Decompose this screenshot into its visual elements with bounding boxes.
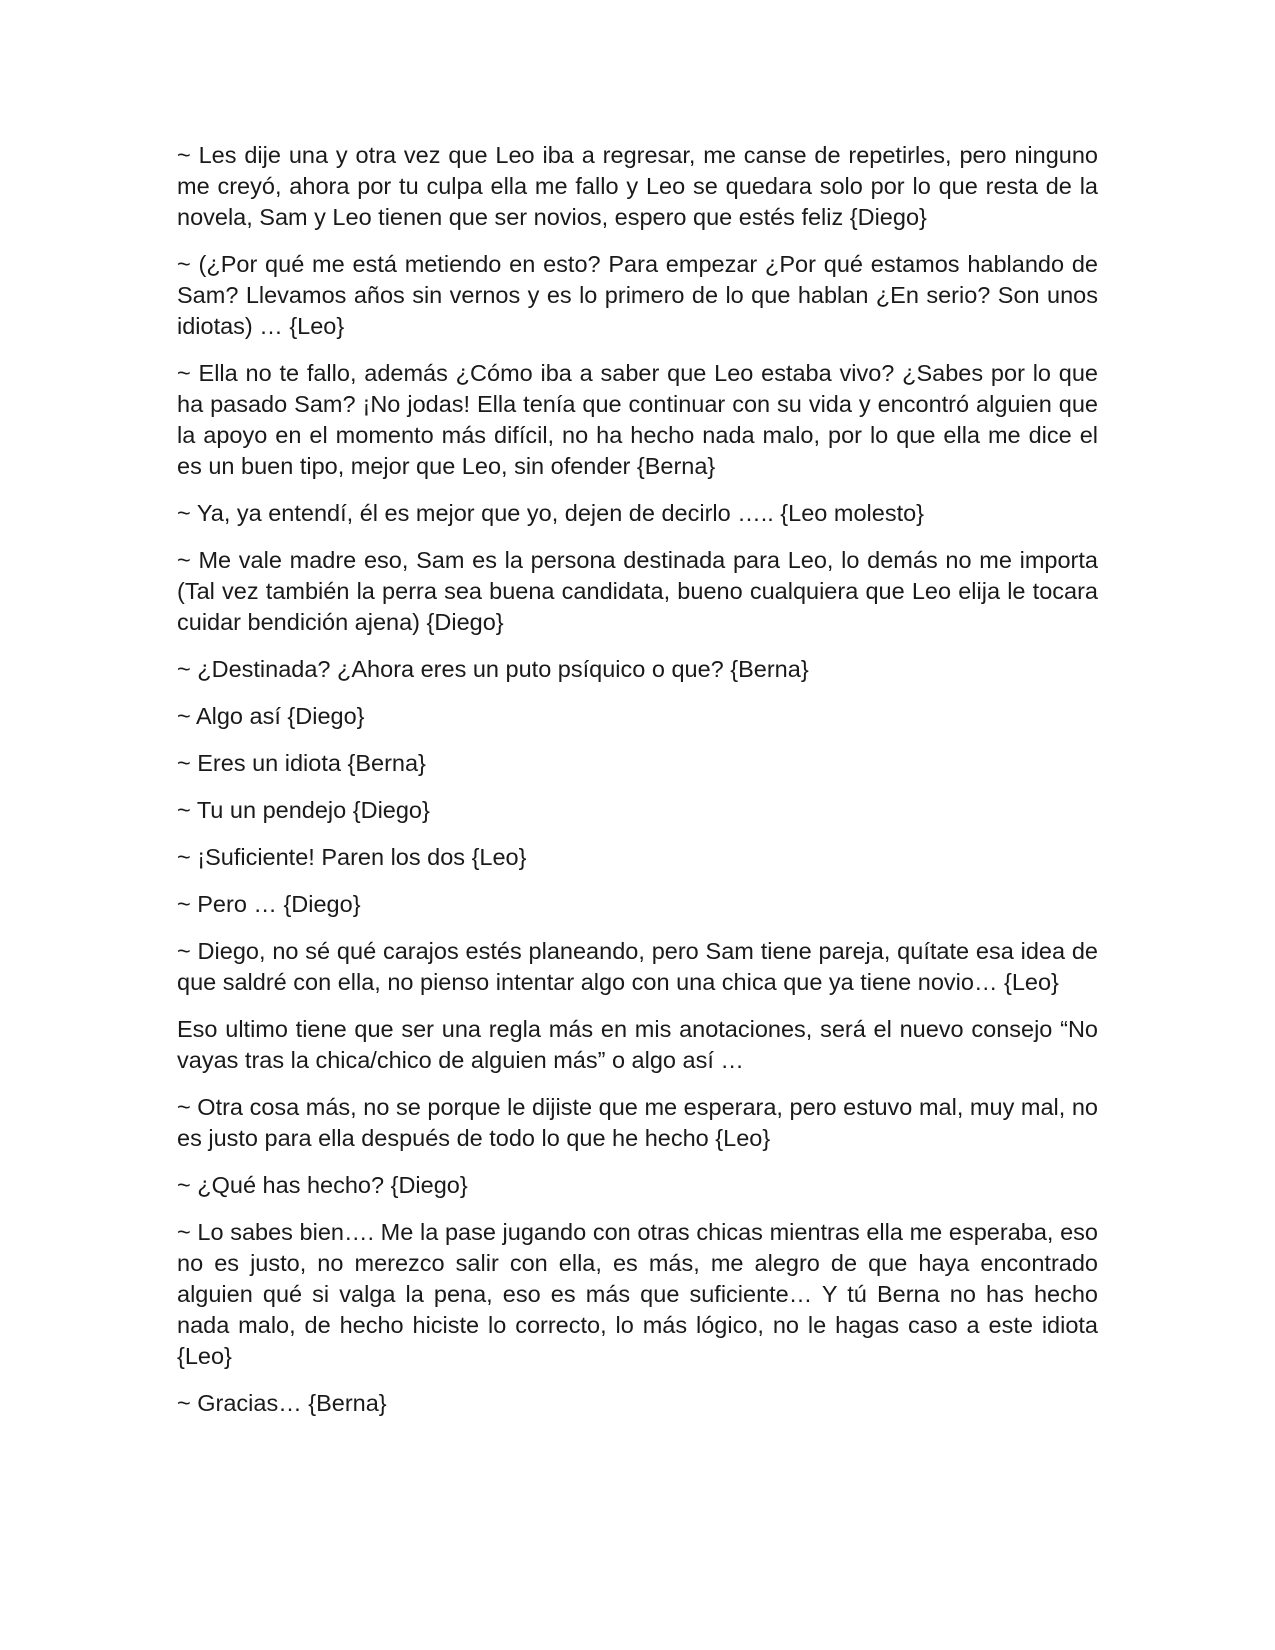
dialogue-paragraph: ~ Eres un idiota {Berna} — [177, 750, 426, 776]
dialogue-paragraph: ~ (¿Por qué me está metiendo en esto? Para empezar ¿Por qué estamos hablando de Sam? Llevamos años sin vernos y es lo primero de lo que hablan ¿En serio? Son unos idiotas) … {Leo} — [177, 251, 1098, 339]
dialogue-paragraph: ~ Ya, ya entendí, él es mejor que yo, dejen de decirlo ….. {Leo molesto} — [177, 500, 925, 526]
dialogue-paragraph: ~ ¡Suficiente! Paren los dos {Leo} — [177, 844, 527, 870]
dialogue-paragraph: ~ ¿Qué has hecho? {Diego} — [177, 1172, 468, 1198]
dialogue-paragraph: ~ Otra cosa más, no se porque le dijiste que me esperara, pero estuvo mal, muy mal, no es justo para ella después de todo lo que he hecho {Leo} — [177, 1094, 1098, 1151]
dialogue-paragraph: ~ Diego, no sé qué carajos estés planeando, pero Sam tiene pareja, quítate esa idea de que saldré con ella, no pienso intentar algo con una chica que ya tiene novio… {Leo} — [177, 938, 1098, 995]
narration-paragraph: Eso ultimo tiene que ser una regla más en mis anotaciones, será el nuevo consejo “No vayas tras la chica/chico de alguien más” o algo así … — [177, 1016, 1098, 1073]
dialogue-paragraph: ~ Pero … {Diego} — [177, 891, 361, 917]
dialogue-paragraph: ~ ¿Destinada? ¿Ahora eres un puto psíquico o que? {Berna} — [177, 656, 809, 682]
dialogue-paragraph: ~ Gracias… {Berna} — [177, 1390, 387, 1416]
dialogue-paragraph: ~ Me vale madre eso, Sam es la persona destinada para Leo, lo demás no me importa (Tal vez también la perra sea buena candidata, bueno cualquiera que Leo elija le tocara cuidar bendición ajena) {Diego} — [177, 547, 1098, 635]
dialogue-paragraph: ~ Les dije una y otra vez que Leo iba a regresar, me canse de repetirles, pero ninguno me creyó, ahora por tu culpa ella me fallo y Leo se quedara solo por lo que resta de la novela, Sam y Leo tienen que ser novios, espero que estés feliz {Diego} — [177, 142, 1098, 230]
dialogue-paragraph: ~ Tu un pendejo {Diego} — [177, 797, 430, 823]
dialogue-paragraph: ~ Algo así {Diego} — [177, 703, 365, 729]
dialogue-paragraph: ~ Ella no te fallo, además ¿Cómo iba a saber que Leo estaba vivo? ¿Sabes por lo que ha pasado Sam? ¡No jodas! Ella tenía que continuar con su vida y encontró alguien que la apoyo en el momento más difícil, no ha hecho nada malo, por lo que ella me dice el es un buen tipo, mejor que Leo, sin ofender {Berna} — [177, 360, 1098, 479]
document-page — [177, 140, 1098, 1435]
dialogue-paragraph: ~ Lo sabes bien…. Me la pase jugando con otras chicas mientras ella me esperaba, eso no es justo, no merezco salir con ella, es más, me alegro de que haya encontrado alguien qué si valga la pena, eso es más que suficiente… Y tú Berna no has hecho nada malo, de hecho hiciste lo correcto, lo más lógico, no le hagas caso a este idiota {Leo} — [177, 1219, 1098, 1369]
